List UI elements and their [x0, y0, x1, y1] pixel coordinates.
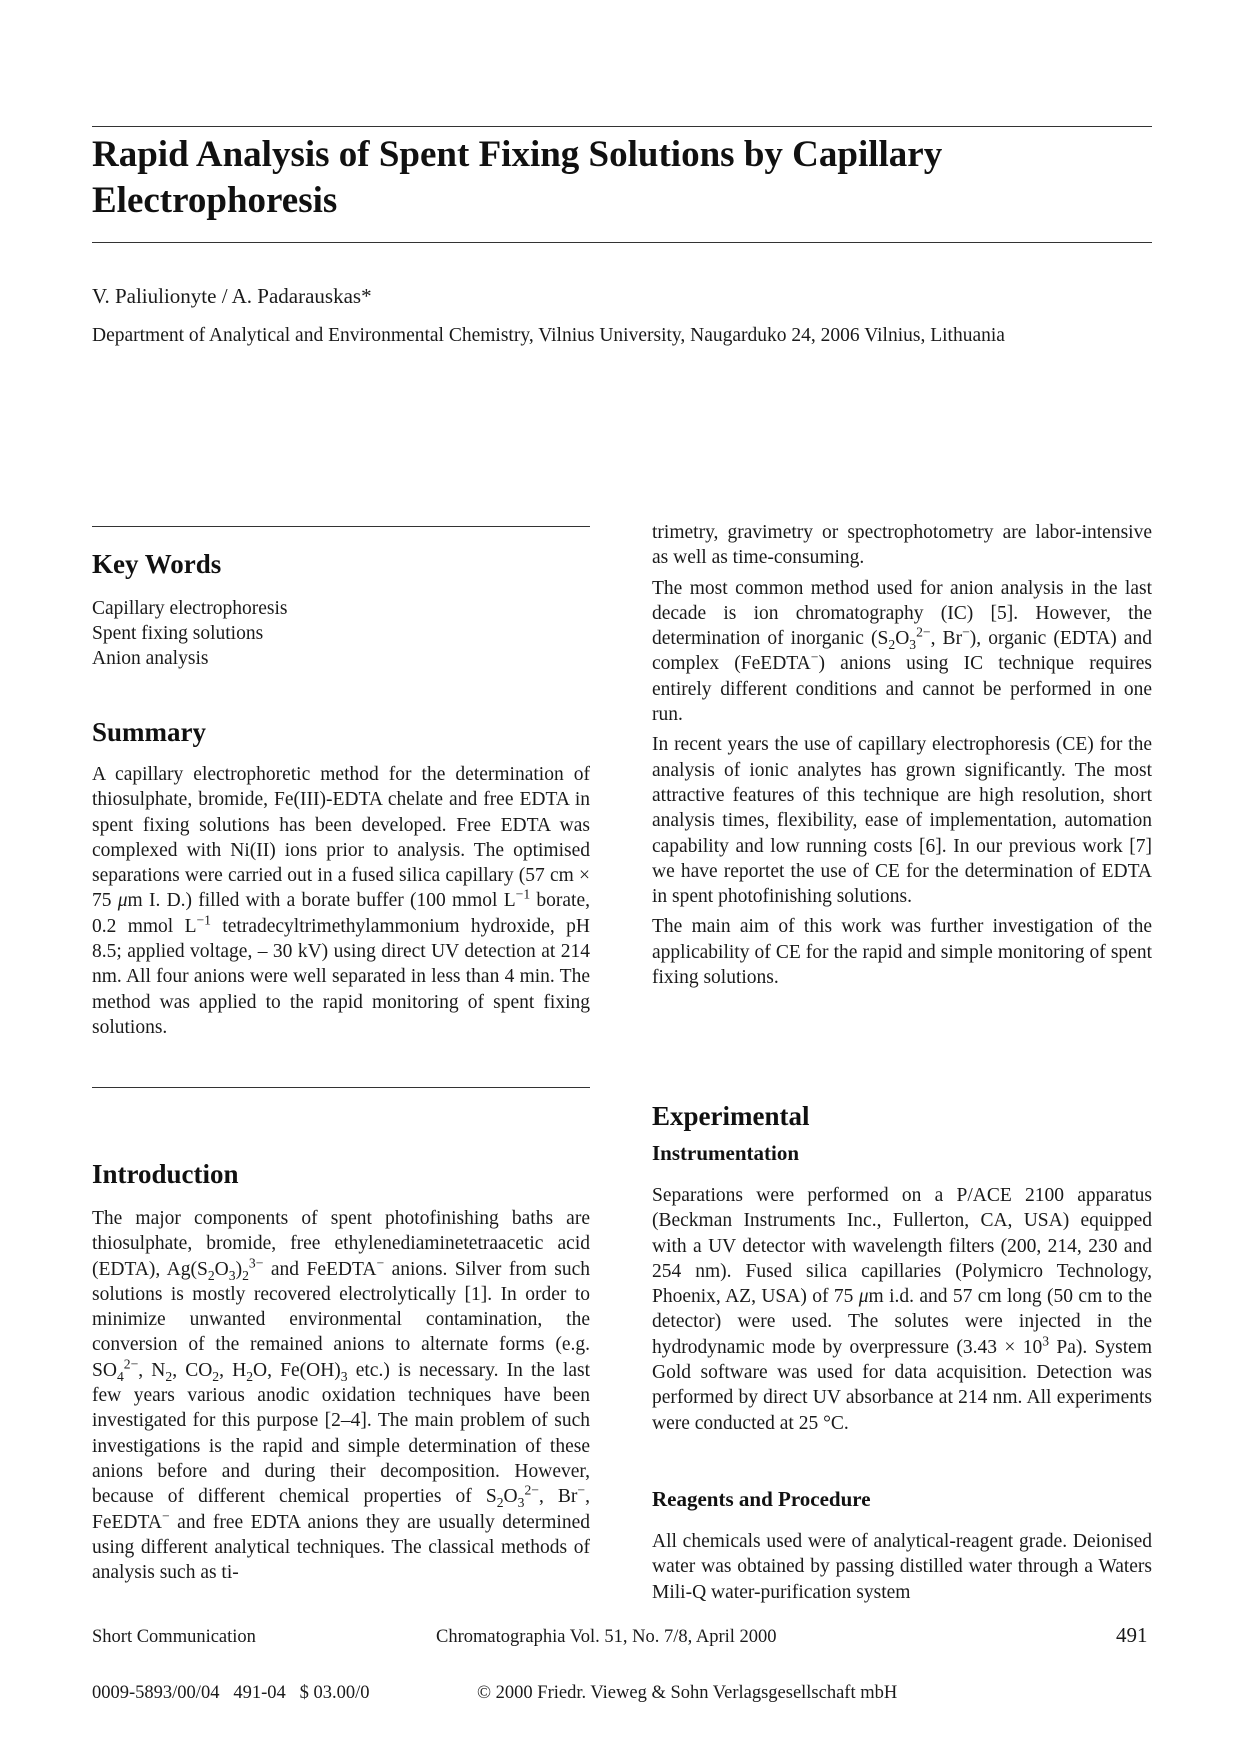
reagents-text: All chemicals used were of analytical-reagent grade. Deionised water was obtained by passing distilled water through a Waters Mili-Q water-purification system: [652, 1531, 1152, 1603]
intro-paragraph: In recent years the use of capillary electrophoresis (CE) for the analysis of ionic analytes has grown significantly. The most attractive features of this technique are high resolution, short analysis times, flexibility, ease of implementation, automation capability and low running costs [6]. In our previous work [7] we have reportet the use of CE for the determination of EDTA in spent photofinishing solutions.: [652, 734, 1152, 908]
intro-paragraph: trimetry, gravimetry or spectrophotometry are labor-intensive as well as time-consuming.: [652, 522, 1152, 569]
introduction-text: The major components of spent photofinishing baths are thiosulphate, bromide, free ethylenediaminetetraacetic acid (EDTA), $Ag(S_2O_3)_2^{3-}$ and FeEDTA− anions. Silver from such solutions is mostly recovered electrolytically [1]. In order to minimize unwanted environmental contamination, the conversion of the remained anions to alternate forms (e.g. $SO_4^{2-}$, $N_2$, $CO_2$, $H_2O$, $Fe(OH)_3$ etc.) is necessary. In the last few years various anodic oxidation techniques have been investigated for this purpose [2–4]. The main problem of such investigations is the rapid and simple determination of these anions before and during their decomposition. However, because of different chemical properties of $S_2O_3^{2-}$, Br−, FeEDTA− and free EDTA anions they are usually determined using different analytical techniques. The classical methods of analysis such as ti-: [92, 1208, 590, 1584]
intro-paragraph: The main aim of this work was further investigation of the applicability of CE for the rapid and simple monitoring of spent fixing solutions.: [652, 916, 1152, 989]
summary-heading: Summary: [92, 717, 206, 747]
copyright-notice: © 2000 Friedr. Vieweg & Sohn Verlagsgesellschaft mbH: [477, 1683, 898, 1703]
reagents-heading: Reagents and Procedure: [652, 1487, 871, 1511]
keywords-top-rule: [92, 526, 590, 527]
article-title: Rapid Analysis of Spent Fixing Solutions by Capillary Electrophoresis: [92, 134, 943, 221]
key-words-heading: Key Words: [92, 549, 222, 579]
title-bottom-rule: [92, 242, 1152, 243]
instrumentation-heading: Instrumentation: [652, 1141, 800, 1165]
journal-citation: Chromatographia Vol. 51, No. 7/8, April 2000: [436, 1627, 777, 1647]
key-word-item: Capillary electrophoresis: [92, 598, 288, 619]
introduction-heading: Introduction: [92, 1159, 239, 1189]
instrumentation-text: Separations were performed on a P/ACE 2100 apparatus (Beckman Instruments Inc., Fullerton, CA, USA) equipped with a UV detector with wavelength filters (200, 214, 230 and 254 nm). Fused silica capillaries (Polymicro Technology, Phoenix, AZ, USA) of 75 μm i.d. and 57 cm long (50 cm to the detector) were used. The solutes were injected in the hydrodynamic mode by overpressure ($3.43 \times 10^3$ Pa). System Gold software was used for data acquisition. Detection was performed by direct UV absorbance at 214 nm. All experiments were conducted at 25 °C.: [652, 1185, 1153, 1434]
article-code: 0009-5893/00/04 491-04 $ 03.00/0: [92, 1683, 370, 1703]
article-authors: V. Paliulionyte / A. Padarauskas*: [92, 284, 372, 308]
page-number: 491: [1116, 1623, 1148, 1647]
article-type: Short Communication: [92, 1627, 256, 1647]
summary-bottom-rule: [92, 1087, 590, 1088]
key-word-item: Spent fixing solutions: [92, 623, 264, 644]
key-word-item: Anion analysis: [92, 648, 209, 669]
summary-text: A capillary electrophoretic method for the determination of thiosulphate, bromide, Fe(III)-EDTA chelate and free EDTA in spent fixing solutions has been developed. Free EDTA was complexed with Ni(II) ions prior to analysis. The optimised separations were carried out in a fused silica capillary (57 cm × 75 μm I. D.) filled with a borate buffer (100 mmol $L^{-1}$ borate, 0.2 mmol $L^{-1}$ tetradecyltrimethylammonium hydroxide, pH 8.5; applied voltage, – 30 kV) using direct UV detection at 214 nm. All four anions were well separated in less than 4 min. The method was applied to the rapid monitoring of spent fixing solutions.: [92, 764, 590, 1038]
experimental-heading: Experimental: [652, 1101, 810, 1131]
top-rule: [92, 126, 1152, 127]
author-affiliation: Department of Analytical and Environmental Chemistry, Vilnius University, Naugarduko 24, 2006 Vilnius, Lithuania: [92, 325, 1005, 346]
key-words-list: [92, 596, 590, 671]
intro-paragraph: The most common method used for anion analysis in the last decade is ion chromatography (IC) [5]. However, the determination of inorganic ($S_2O_3^{2-}$, Br−), organic (EDTA) and complex (FeEDTA−) anions using IC technique requires entirely different conditions and cannot be performed in one run.: [652, 577, 1153, 726]
right-column-intro-continued: [652, 520, 1152, 990]
